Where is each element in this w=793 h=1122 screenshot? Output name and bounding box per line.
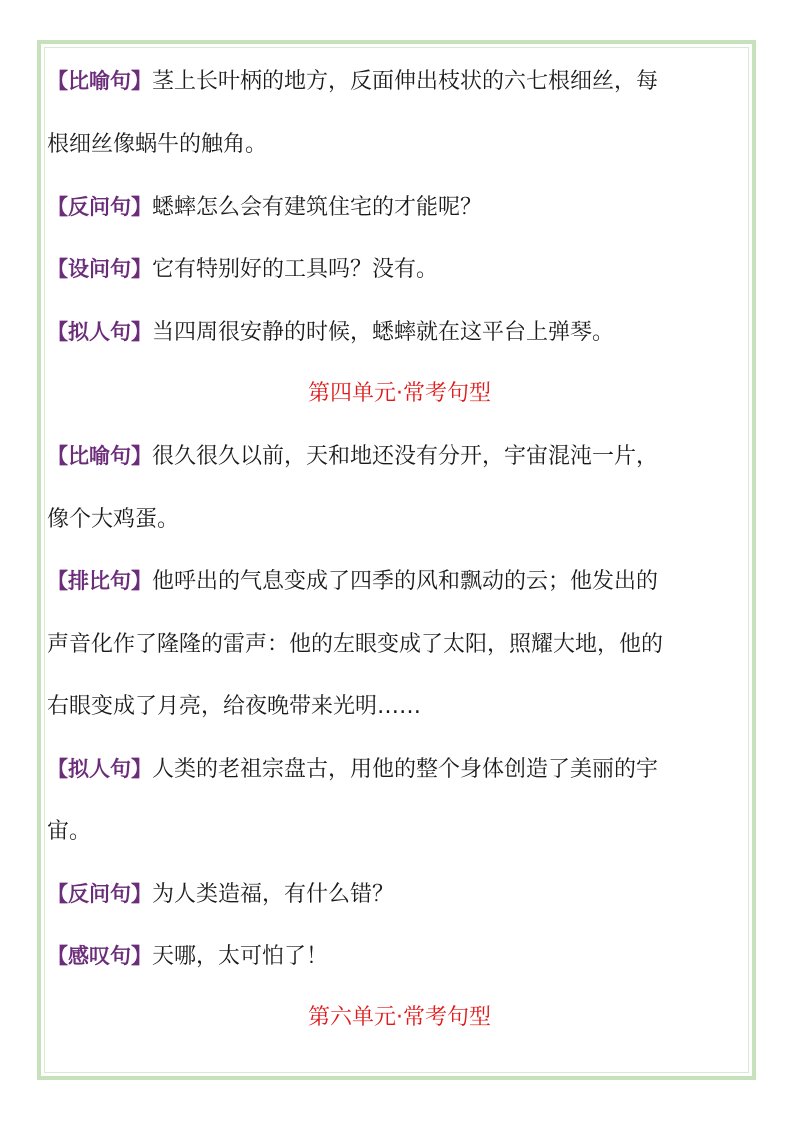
sentence-text: 它有特别好的工具吗？没有。 <box>152 257 439 282</box>
sentence-type-tag: 【设问句】 <box>47 256 152 281</box>
sentence-line <box>47 436 658 476</box>
sentence-text: 很久很久以前，天和地还没有分开，宇宙混沌一片， <box>152 444 659 469</box>
sentence-line <box>47 124 267 164</box>
section-heading: 第四单元·常考句型 <box>308 381 491 406</box>
sentence-type-tag: 【感叹句】 <box>47 943 152 968</box>
sentence-line <box>47 312 614 352</box>
sentence-line <box>47 749 658 789</box>
sentence-line <box>47 811 91 851</box>
sentence-text: 宙。 <box>47 819 92 844</box>
sentence-line <box>47 499 179 539</box>
sentence-line <box>47 936 328 976</box>
sentence-line <box>47 187 482 227</box>
sentence-line <box>47 61 658 101</box>
sentence-text: 他呼出的气息变成了四季的风和飘动的云；他发出的 <box>152 569 659 594</box>
sentence-text: 人类的老祖宗盘古，用他的整个身体创造了美丽的宇 <box>152 757 659 782</box>
sentence-line <box>47 686 421 726</box>
sentence-line <box>47 624 663 664</box>
sentence-type-tag: 【排比句】 <box>47 568 152 593</box>
sentence-text: 为人类造福，有什么错？ <box>152 882 395 907</box>
section-heading: 第六单元·常考句型 <box>308 1005 491 1030</box>
sentence-type-tag: 【拟人句】 <box>47 319 152 344</box>
sentence-line <box>47 249 438 289</box>
sentence-text: 天哪，太可怕了！ <box>152 944 329 969</box>
sentence-text: 右眼变成了月亮，给夜晚带来光明…… <box>47 694 422 719</box>
sentence-text: 像个大鸡蛋。 <box>47 507 180 532</box>
sentence-text: 当四周很安静的时候，蟋蟀就在这平台上弹琴。 <box>152 320 615 345</box>
document-content <box>47 40 752 1070</box>
sentence-text: 蟋蟀怎么会有建筑住宅的才能呢？ <box>152 195 483 220</box>
sentence-type-tag: 【比喻句】 <box>47 68 152 93</box>
sentence-line <box>47 874 394 914</box>
sentence-text: 根细丝像蜗牛的触角。 <box>47 132 268 157</box>
sentence-type-tag: 【反问句】 <box>47 881 152 906</box>
sentence-type-tag: 【拟人句】 <box>47 756 152 781</box>
sentence-type-tag: 【比喻句】 <box>47 443 152 468</box>
sentence-type-tag: 【反问句】 <box>47 194 152 219</box>
sentence-line <box>47 561 658 601</box>
sentence-text: 声音化作了隆隆的雷声：他的左眼变成了太阳，照耀大地，他的 <box>47 632 664 657</box>
sentence-text: 茎上长叶柄的地方，反面伸出枝状的六七根细丝，每 <box>152 69 659 94</box>
